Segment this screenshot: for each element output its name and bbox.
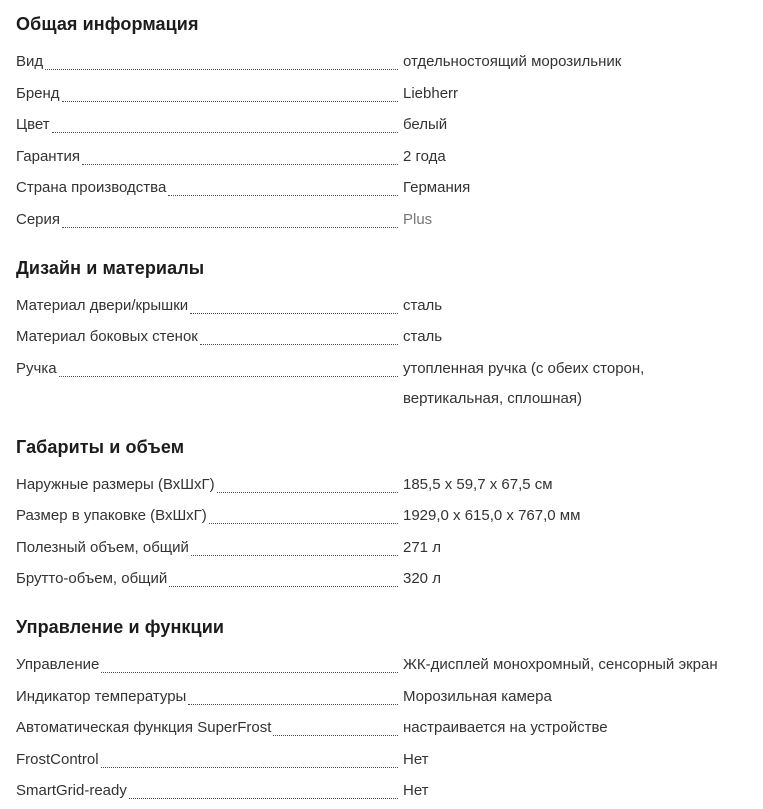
dotted-leader bbox=[52, 132, 398, 133]
spec-row bbox=[16, 713, 748, 743]
spec-row-left bbox=[16, 322, 398, 352]
spec-row bbox=[16, 110, 748, 140]
spec-row-left bbox=[16, 47, 398, 77]
spec-label: Ручка bbox=[16, 359, 57, 377]
dotted-leader bbox=[59, 376, 398, 377]
spec-value: утопленная ручка (с обеих сторон, вертикальная, сплошная) bbox=[403, 359, 645, 407]
spec-label: Цвет bbox=[16, 116, 50, 133]
dotted-leader bbox=[200, 344, 398, 345]
spec-section bbox=[16, 257, 748, 414]
spec-value: Морозильная камера bbox=[403, 687, 552, 705]
spec-row-left bbox=[16, 173, 398, 203]
spec-row bbox=[16, 501, 748, 531]
spec-label: Страна производства bbox=[16, 179, 167, 196]
dotted-leader bbox=[217, 492, 398, 493]
spec-value: Liebherr bbox=[403, 84, 459, 102]
section-title: Габариты и объем bbox=[16, 436, 185, 457]
spec-row-left bbox=[16, 470, 398, 500]
spec-label: Размер в упаковке (ВхШхГ) bbox=[16, 507, 207, 524]
dotted-leader bbox=[188, 704, 398, 705]
dotted-leader bbox=[129, 798, 398, 799]
spec-row-left bbox=[16, 142, 398, 172]
spec-label: Брутто-объем, общий bbox=[16, 570, 168, 587]
spec-value: 2 года bbox=[403, 147, 446, 165]
spec-label: Бренд bbox=[16, 84, 60, 102]
section-rows bbox=[16, 470, 748, 595]
spec-row bbox=[16, 173, 748, 203]
section-title: Дизайн и материалы bbox=[16, 257, 205, 278]
spec-label: Материал двери/крышки bbox=[16, 296, 189, 314]
spec-label: Материал боковых стенок bbox=[16, 328, 198, 345]
spec-value: Нет bbox=[403, 750, 429, 768]
spec-label: Вид bbox=[16, 53, 44, 70]
spec-row bbox=[16, 47, 748, 77]
section-rows bbox=[16, 291, 748, 414]
dotted-leader bbox=[101, 767, 398, 768]
spec-section bbox=[16, 13, 748, 235]
spec-row bbox=[16, 533, 748, 563]
section-title: Управление и функции bbox=[16, 617, 225, 637]
spec-row-left bbox=[16, 682, 398, 712]
spec-row-left bbox=[16, 713, 398, 743]
spec-row bbox=[16, 205, 748, 235]
dotted-leader bbox=[191, 555, 398, 556]
section-rows bbox=[16, 650, 748, 806]
spec-value: Нет bbox=[403, 782, 429, 799]
dotted-leader bbox=[62, 101, 398, 102]
spec-row bbox=[16, 322, 748, 352]
dotted-leader bbox=[82, 164, 398, 165]
spec-row bbox=[16, 470, 748, 500]
spec-value: 320 л bbox=[403, 570, 441, 587]
spec-label: Управление bbox=[16, 656, 100, 673]
spec-value: сталь bbox=[403, 296, 443, 314]
dotted-leader bbox=[169, 586, 398, 587]
spec-row bbox=[16, 79, 748, 109]
dotted-leader bbox=[273, 735, 398, 736]
spec-value: 185,5 x 59,7 x 67,5 см bbox=[403, 475, 553, 493]
dotted-leader bbox=[101, 672, 398, 673]
spec-value: отдельностоящий морозильник bbox=[403, 53, 622, 70]
spec-value: сталь bbox=[403, 328, 443, 345]
dotted-leader bbox=[62, 227, 398, 228]
spec-row-left bbox=[16, 533, 398, 563]
spec-label: Полезный объем, общий bbox=[16, 538, 189, 556]
spec-label: SmartGrid-ready bbox=[16, 782, 127, 799]
spec-section bbox=[16, 436, 748, 595]
spec-row bbox=[16, 650, 748, 680]
spec-label: Серия bbox=[16, 210, 61, 228]
spec-section bbox=[16, 616, 748, 806]
spec-label: FrostControl bbox=[16, 750, 99, 768]
spec-row-left bbox=[16, 650, 398, 680]
spec-row-left bbox=[16, 205, 398, 235]
dotted-leader bbox=[209, 523, 398, 524]
spec-label: Наружные размеры (ВхШхГ) bbox=[16, 475, 215, 493]
section-rows bbox=[16, 47, 748, 235]
spec-row bbox=[16, 776, 748, 806]
spec-row-left bbox=[16, 354, 398, 384]
spec-value: белый bbox=[403, 116, 448, 133]
dotted-leader bbox=[190, 313, 398, 314]
spec-row bbox=[16, 142, 748, 172]
dotted-leader bbox=[45, 69, 398, 70]
spec-value-series-link[interactable]: Plus bbox=[403, 210, 433, 228]
spec-label: Автоматическая функция SuperFrost bbox=[16, 719, 272, 736]
spec-label: Индикатор температуры bbox=[16, 687, 187, 705]
spec-row-left bbox=[16, 745, 398, 775]
spec-row bbox=[16, 291, 748, 321]
spec-label: Гарантия bbox=[16, 147, 80, 165]
spec-value: Германия bbox=[403, 179, 471, 196]
spec-row bbox=[16, 682, 748, 712]
spec-row-left bbox=[16, 564, 398, 594]
spec-row-left bbox=[16, 501, 398, 531]
dotted-leader bbox=[168, 195, 398, 196]
spec-row bbox=[16, 745, 748, 775]
spec-row bbox=[16, 564, 748, 594]
spec-row-left bbox=[16, 291, 398, 321]
spec-value: настраивается на устройстве bbox=[403, 719, 608, 736]
spec-value: 271 л bbox=[403, 538, 441, 556]
spec-row-left bbox=[16, 776, 398, 806]
spec-row bbox=[16, 354, 748, 414]
spec-row-left bbox=[16, 110, 398, 140]
spec-value: ЖК-дисплей монохромный, сенсорный экран bbox=[403, 656, 718, 673]
spec-value: 1929,0 x 615,0 x 767,0 мм bbox=[403, 507, 581, 524]
spec-row-left bbox=[16, 79, 398, 109]
section-title: Общая информация bbox=[16, 14, 199, 34]
